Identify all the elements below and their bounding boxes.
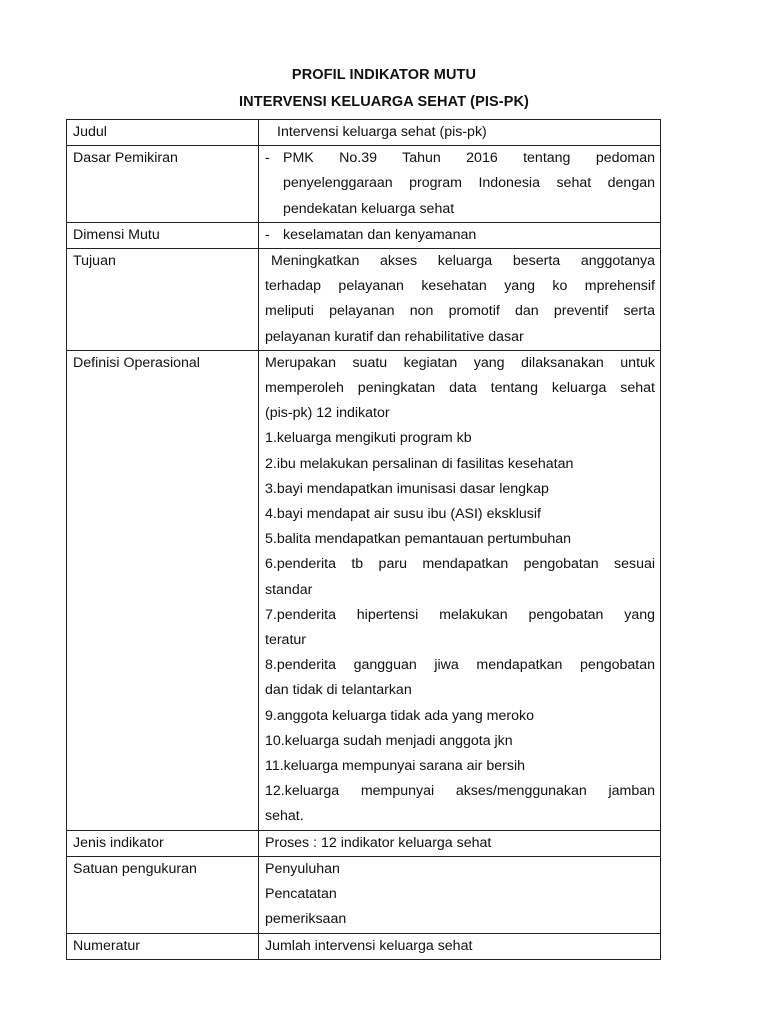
list-item-continuation: standar [265, 581, 313, 598]
table-row-satuan-pengukuran [67, 856, 661, 933]
text-line: meliputi pelayanan non promotif dan preventif serta [265, 303, 655, 320]
list-item-continuation: teratur [265, 632, 307, 649]
text-line: pelayanan kuratif dan rehabilitative dasar [265, 328, 524, 345]
list-item: 3.bayi mendapatkan imunisasi dasar lengkap [265, 480, 549, 497]
numeratur-value: Jumlah intervensi keluarga sehat [265, 937, 473, 954]
row-value-satuan-pengukuran [259, 856, 661, 933]
text-line: pendekatan keluarga sehat [283, 200, 455, 217]
list-item: 1.keluarga mengikuti program kb [265, 430, 472, 447]
dash-marker: - [265, 150, 270, 167]
table-row-dimensi-mutu [67, 222, 661, 248]
list-item: 10.keluarga sudah menjadi anggota jkn [265, 732, 513, 749]
text-line: (pis-pk) 12 indikator [265, 405, 390, 422]
list-item: 6.penderita tb paru mendapatkan pengobatan sesuai [265, 556, 655, 573]
row-value-definisi-operasional [259, 350, 661, 830]
row-label-tujuan: Tujuan [67, 249, 259, 351]
row-value-tujuan [259, 249, 661, 351]
dimensi-value: keselamatan dan kenyamanan [283, 226, 477, 243]
list-item-continuation: dan tidak di telantarkan [265, 682, 412, 699]
list-item: 7.penderita hipertensi melakukan pengobatan yang [265, 606, 655, 623]
table-row-judul [67, 120, 661, 146]
text-line: penyelenggaraan program Indonesia sehat dengan [283, 175, 655, 192]
dash-marker: - [265, 226, 270, 243]
row-label-jenis-indikator: Jenis indikator [67, 830, 259, 856]
dasar-dash-row [265, 146, 655, 222]
table-row-definisi-operasional [67, 350, 661, 830]
jenis-value: Proses : 12 indikator keluarga sehat [265, 834, 492, 851]
list-item: 9.anggota keluarga tidak ada yang meroko [265, 707, 534, 724]
list-item: 5.balita mendapatkan pemantauan pertumbuhan [265, 531, 572, 548]
row-label-judul: Judul [67, 120, 259, 146]
text-line: Penyuluhan [265, 860, 340, 877]
text-line: memperoleh peningkatan data tentang keluarga sehat [265, 380, 655, 397]
row-value-judul [259, 120, 661, 146]
list-item: 12.keluarga mempunyai akses/menggunakan jamban [265, 783, 655, 800]
table-row-tujuan [67, 249, 661, 351]
text-line: Pencatatan [265, 886, 337, 903]
text-line: Meningkatkan akses keluarga beserta anggotanya [271, 253, 655, 270]
table-row-dasar-pemikiran [67, 146, 661, 223]
text-line: pemeriksaan [265, 911, 347, 928]
row-label-dasar-pemikiran: Dasar Pemikiran [67, 146, 259, 223]
row-value-numeratur [259, 933, 661, 959]
list-item: 4.bayi mendapat air susu ibu (ASI) eksklusif [265, 506, 541, 523]
table-row-numeratur [67, 933, 661, 959]
list-item-continuation: sehat. [265, 808, 304, 825]
judul-value: Intervensi keluarga sehat (pis-pk) [277, 124, 487, 140]
row-label-definisi-operasional: Definisi Operasional [67, 350, 259, 830]
row-label-numeratur: Numeratur [67, 933, 259, 959]
row-value-dasar-pemikiran [259, 146, 661, 223]
list-item: 2.ibu melakukan persalinan di fasilitas kesehatan [265, 455, 574, 472]
list-item: 11.keluarga mempunyai sarana air bersih [265, 758, 525, 775]
text-line: PMK No.39 Tahun 2016 tentang pedoman [283, 150, 655, 167]
row-label-satuan-pengukuran: Satuan pengukuran [67, 856, 259, 933]
document-subtitle: INTERVENSI KELUARGA SEHAT (PIS-PK) [239, 94, 529, 110]
dasar-text [283, 146, 655, 222]
document-title: PROFIL INDIKATOR MUTU [291, 67, 477, 83]
row-value-dimensi-mutu [259, 222, 661, 248]
row-value-jenis-indikator [259, 830, 661, 856]
text-line: terhadap pelayanan kesehatan yang ko mprehensif [265, 278, 655, 295]
table-row-jenis-indikator [67, 830, 661, 856]
text-line: Merupakan suatu kegiatan yang dilaksanakan untuk [265, 354, 655, 371]
row-label-dimensi-mutu: Dimensi Mutu [67, 222, 259, 248]
indicator-profile-table [66, 119, 661, 960]
dimensi-dash-row [265, 223, 655, 248]
list-item: 8.penderita gangguan jiwa mendapatkan pengobatan [265, 657, 655, 674]
